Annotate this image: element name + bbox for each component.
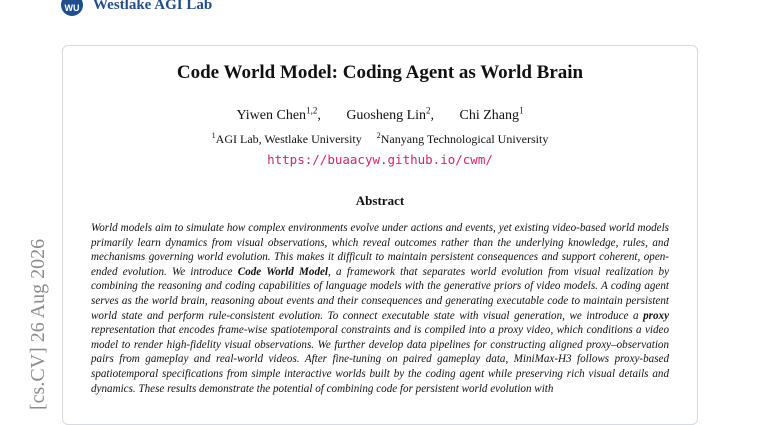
author-sep: , bbox=[430, 107, 435, 123]
abstract-bold-code-world-model: Code World Model bbox=[237, 265, 329, 278]
author-affil-sup: 1 bbox=[519, 105, 524, 115]
abstract-part-3: representation that encodes frame-wise spatiotemporal constraints and is compiled into a proxy video, which conditions a video model to render high-fidelity visual observations. We further develop data pipelines for constructing aligned proxy–observation pairs from gameplay and real-world videos. After fine-tuning on paired gameplay data, MiniMax-H3 follows proxy-based spatiotemporal specifications from simple interactive worlds built by the coding agent while preserving rich visual details and dynamics. These results demonstrate the potential of combining code for persistent world evolution with bbox=[91, 324, 669, 395]
author-2 bbox=[346, 105, 435, 123]
author-list bbox=[0, 105, 760, 124]
affil-text: AGI Lab, Westlake University bbox=[215, 132, 362, 146]
lab-logo-icon bbox=[61, 0, 83, 16]
author-1 bbox=[236, 105, 321, 123]
affiliation-2 bbox=[377, 132, 549, 146]
abstract-part-2: , a framework that separates world evolution from visual realization by combining the reasoning and coding capabilities of language models with the generative priors of video models. A coding agent serves as the world brain, reasoning about events and their consequences and generating executable code to maintain persistent world state and perform rule-consistent evolution. To connect executable state with visual generation, we introduce a bbox=[91, 265, 670, 322]
author-name: Chi Zhang bbox=[459, 107, 520, 123]
author-affil-sup: 2 bbox=[426, 105, 431, 115]
lab-header bbox=[0, 0, 760, 22]
affiliation-1 bbox=[212, 132, 362, 146]
abstract-text bbox=[91, 221, 669, 396]
affiliation-list bbox=[0, 131, 760, 147]
affil-sup: 1 bbox=[211, 131, 216, 140]
author-3 bbox=[459, 105, 524, 123]
arxiv-stamp: [cs.CV] 26 Aug 2026 bbox=[27, 238, 49, 410]
affil-sup: 2 bbox=[376, 131, 381, 140]
author-sep: , bbox=[317, 107, 321, 123]
project-url-link[interactable]: https://buaacyw.github.io/cwm/ bbox=[267, 152, 493, 167]
author-name: Yiwen Chen bbox=[236, 107, 307, 123]
abstract-bold-proxy: proxy bbox=[643, 309, 669, 322]
abstract-part-1: World models aim to simulate how complex environments evolve under actions and events, yet existing video-based world models primarily learn dynamics from visual observations, which reveal outcomes rather than the underlying knowledge, rules, and mechanisms governing world evolution. This makes it difficult to maintain persistent consequences and support coherent, open-ended evolution. We introduce bbox=[91, 222, 669, 278]
affil-text: Nanyang Technological University bbox=[380, 132, 549, 146]
lab-name: Westlake AGI Lab bbox=[93, 0, 213, 13]
paper-title: Code World Model: Coding Agent as World Brain bbox=[176, 62, 584, 83]
logo-text: WU bbox=[64, 3, 80, 13]
author-affil-sup: 1,2 bbox=[306, 105, 318, 115]
author-name: Guosheng Lin bbox=[346, 107, 427, 123]
abstract-heading: Abstract bbox=[355, 193, 405, 208]
